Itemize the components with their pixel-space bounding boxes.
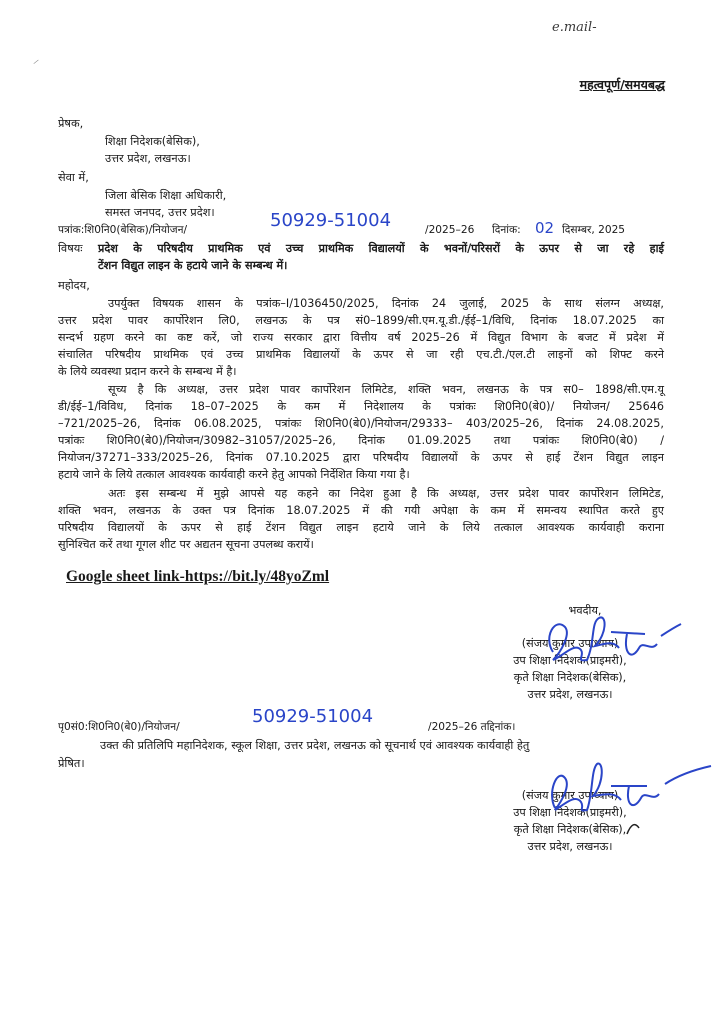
paragraph-1: [58, 296, 664, 381]
paragraph-2-line: हटाये जाने के लिये तत्काल आवश्यक कार्यवाही करने हेतु आपको निर्देशित किया गया है।: [58, 467, 410, 481]
paragraph-3-line: परिषदीय विद्यालयों के ऊपर से हाई टेंशन विद्युत लाइन हटाये जाने के लिये तत्काल आवश्यक कार्यवाही कराना: [58, 520, 664, 534]
handwritten-email-note: e.mail-: [552, 20, 597, 35]
handwritten-mark: ⸝: [33, 53, 39, 66]
signatory-name: (संजय कुमार उपाध्याय): [521, 637, 619, 650]
paragraph-3: [58, 486, 664, 554]
paragraph-3-line: अतः इस सम्बन्ध में मुझे आपसे यह कहने का निदेश हुआ है कि अध्यक्ष, उत्तर प्रदेश पावर कार्पोरेशन लिमिटेड,: [108, 487, 664, 500]
signatory-name: (संजय कुमार उपाध्याय): [521, 789, 619, 802]
paragraph-1-line: संचालित परिषदीय प्राथमिक एवं उच्च प्राथमिक विद्यालयों के ऊपर से जा रही एच.टी./एल.टी लाइनों को शिफ्ट करने: [58, 347, 664, 361]
paragraph-2-line: सूच्य है कि अध्यक्ष, उत्तर प्रदेश पावर कार्पोरेशन लिमिटेड, शक्ति भवन, लखनऊ के पत्र स0– 1898/सी.एम.यू: [108, 383, 664, 396]
reference-prefix: पत्रांक:शि0नि0(बेसिक)/नियोजन/: [58, 224, 188, 236]
signatory-designation-2: कृते शिक्षा निदेशक(बेसिक),: [513, 823, 627, 836]
reference-date-label: दिनांक:: [492, 224, 521, 236]
paragraph-3-line: सुनिश्चित करें तथा गूगल शीट पर अद्यतन सूचना उपलब्ध करायें।: [58, 537, 314, 551]
copy-reference-prefix: पृ0सं0:शि0नि0(बे0)/नियोजन/: [58, 721, 180, 733]
subject-line-1: प्रदेश के परिषदीय प्राथमिक एवं उच्च प्राथमिक विद्यालयों के भवनों/परिसरों के ऊपर से जा रहे हाई: [98, 242, 664, 255]
signatory-place: उत्तर प्रदेश, लखनऊ।: [527, 688, 613, 701]
copy-reference-suffix: /2025–26 तद्दिनांक।: [428, 721, 516, 733]
handwritten-date-day: 02: [535, 219, 555, 237]
closing-text: भवदीय,: [568, 604, 602, 617]
paragraph-1-line: के लिये व्यवस्था प्रदान करने के सम्बन्ध में है।: [58, 364, 237, 378]
subject-label: विषयः: [58, 242, 83, 255]
paragraph-1-line: उपर्युक्त विषयक शासन के पत्रांक–I/1036450/2025, दिनांक 24 जुलाई, 2025 के साथ संलग्न अध्यक्ष,: [108, 297, 664, 310]
copy-note-line-1: उक्त की प्रतिलिपि महानिदेशक, स्कूल शिक्षा, उत्तर प्रदेश, लखनऊ को सूचनार्थ एवं आवश्यक कार्यवाही हेतु: [100, 739, 530, 752]
recipient-line-1: जिला बेसिक शिक्षा अधिकारी,: [105, 189, 227, 202]
signatory-designation-2: कृते शिक्षा निदेशक(बेसिक),: [513, 671, 627, 684]
signature-1-scribble: [535, 612, 685, 682]
reference-suffix: /2025–26: [425, 224, 475, 236]
google-sheet-link[interactable]: Google sheet link-https://bit.ly/48yoZml: [66, 568, 330, 585]
reference-date-rest: दिसम्बर, 2025: [562, 224, 626, 236]
recipient-label: सेवा में,: [58, 171, 89, 184]
sender-line-2: उत्तर प्रदेश, लखनऊ।: [105, 152, 191, 165]
signatory-designation-1: उप शिक्षा निदेशक(प्राइमरी),: [513, 654, 627, 667]
subject-line-2: टेंशन विद्युत लाइन के हटाये जाने के सम्बन्ध में।: [98, 259, 288, 272]
signatory-designation-1: उप शिक्षा निदेशक(प्राइमरी),: [513, 806, 627, 819]
paragraph-1-line: उत्तर प्रदेश पावर कार्पोरेशन लि0, लखनऊ के पत्र सं0–1899/सी.एम.यू.डी./ईई–1/विधि, दिनांक 18.07.2025 का: [58, 313, 664, 327]
signatory-place: उत्तर प्रदेश, लखनऊ।: [527, 840, 613, 853]
paragraph-3-line: शक्ति भवन, लखनऊ के उक्त पत्र दिनांक 18.07.2025 में की गयी अपेक्षा के कम में समन्वय स्थापित करते हुए: [58, 503, 664, 517]
sender-label: प्रेषक,: [58, 117, 84, 130]
salutation: महोदय,: [58, 279, 90, 292]
handwritten-copy-letter-number: 50929-51004: [252, 706, 374, 727]
paragraph-2-line: –721/2025–26, दिनांक 06.08.2025, पत्रांकः शि0नि0(बे0)/नियोजन/29333– 403/2025–26, दिनांक 24.08.2025,: [58, 416, 664, 430]
paragraph-1-line: सन्दर्भ ग्रहण करने का कष्ट करें, जो राज्य सरकार द्वारा वित्तीय वर्ष 2025–26 में विद्युत विभाग के बजट में प्रदेश में: [58, 330, 664, 344]
recipient-line-2: समस्त जनपद, उत्तर प्रदेश।: [105, 206, 215, 219]
signature-2-scribble: [535, 758, 715, 838]
paragraph-2-line: डी/ईई–1/विविध, दिनांक 18–07–2025 के कम में निदेशालय के पत्रांकः शि0नि0(बे0)/ नियोजन/ 25646: [58, 399, 664, 413]
paragraph-2-line: पत्रांकः शि0नि0(बे0)/नियोजन/30982–31057/2025–26, दिनांक 01.09.2025 तथा पत्रांकः शि0नि0(बे0) /: [58, 433, 664, 447]
paragraph-2: [58, 382, 664, 483]
priority-heading: महत्वपूर्ण/समयबद्ध: [579, 77, 665, 92]
paragraph-2-line: नियोजन/37271–333/2025–26, दिनांक 07.10.2025 द्वारा परिषदीय विद्यालयों के ऊपर से हाई टेंशन विद्युत लाइन: [58, 450, 664, 464]
handwritten-letter-number: 50929-51004: [270, 210, 392, 231]
sender-line-1: शिक्षा निदेशक(बेसिक),: [105, 135, 200, 148]
copy-note-line-2: प्रेषित।: [58, 757, 85, 770]
